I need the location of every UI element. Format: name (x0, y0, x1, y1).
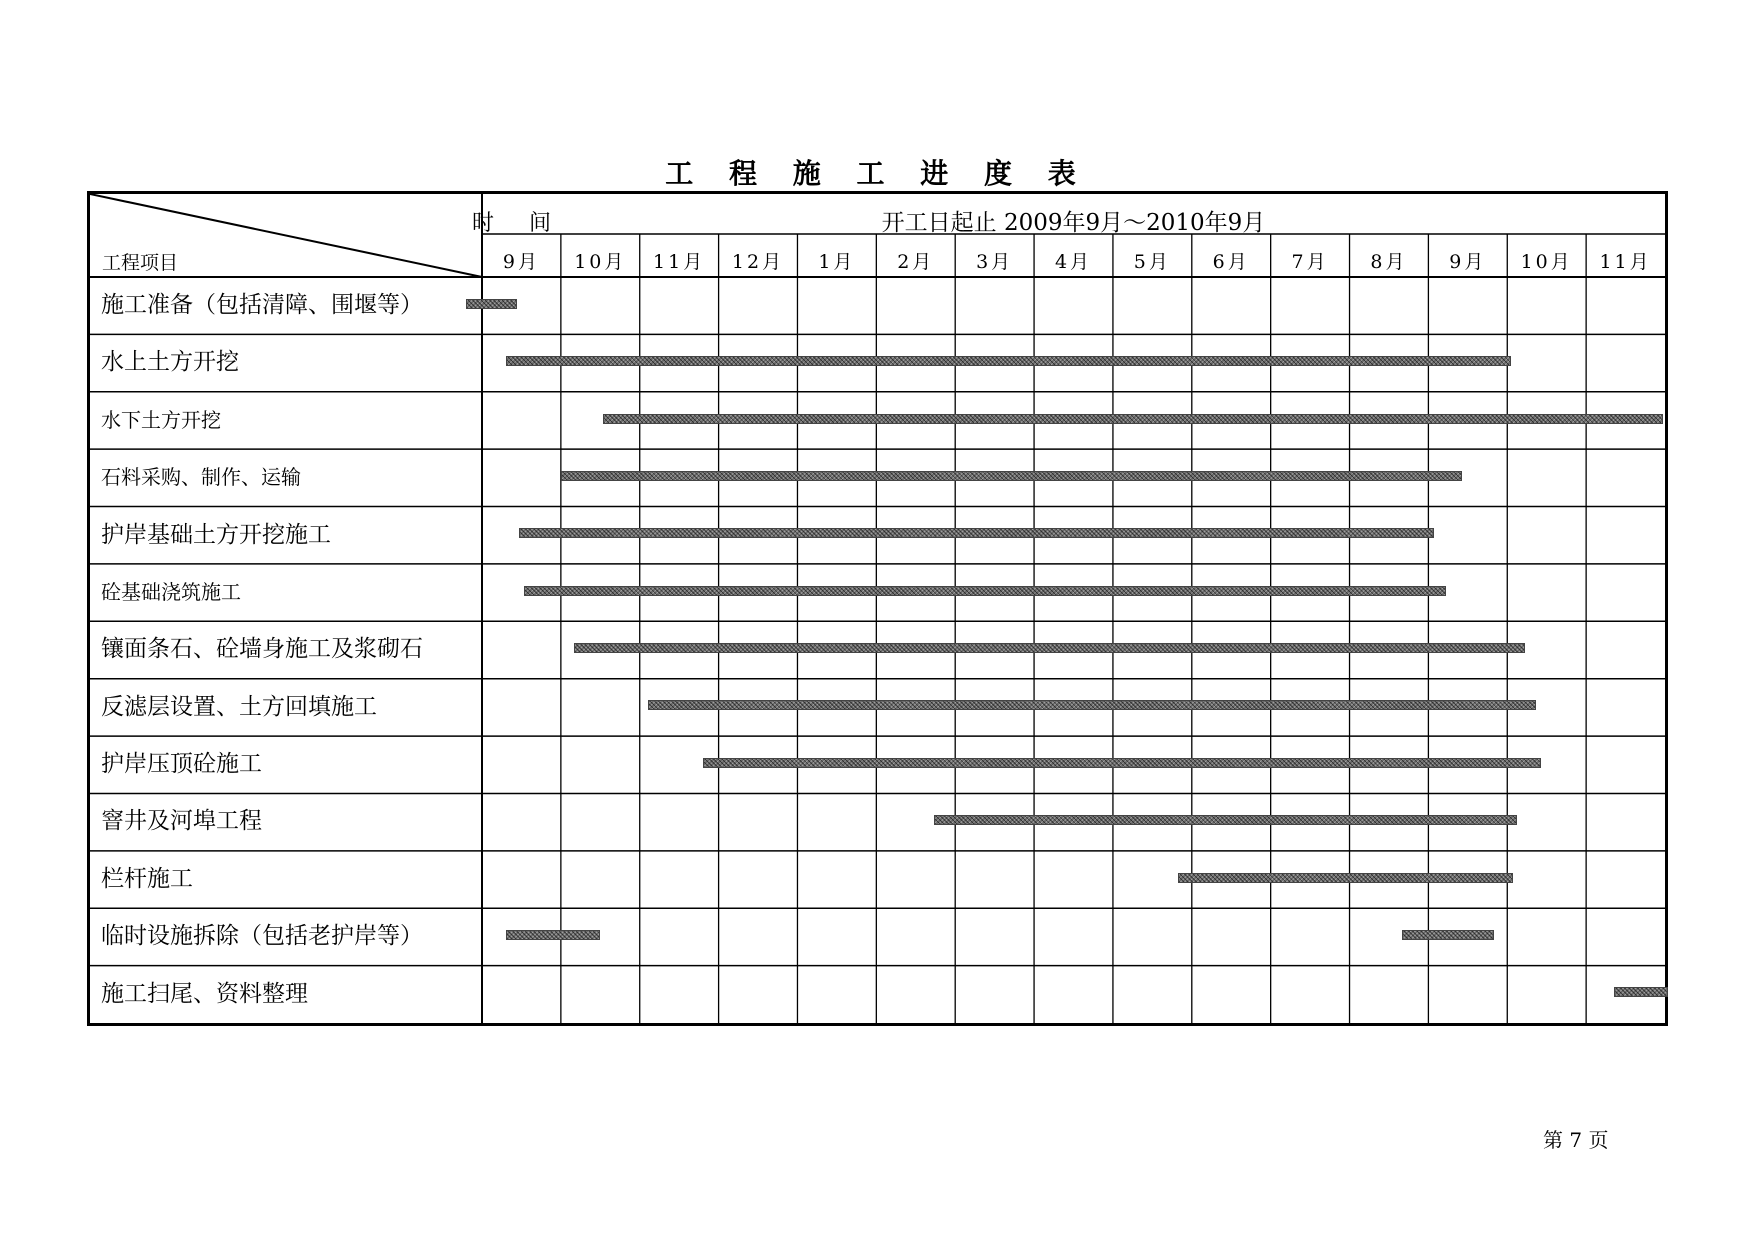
schedule-bar (519, 528, 1434, 538)
task-name: 施工准备（包括清障、围堰等） (101, 292, 423, 318)
header-time-label: 时 间 (472, 211, 565, 236)
schedule-bar (561, 471, 1462, 481)
schedule-bar (466, 299, 517, 309)
month-label: 6月 (1212, 251, 1250, 273)
task-name: 镶面条石、砼墙身施工及浆砌石 (101, 636, 423, 663)
month-label: 10月 (1520, 251, 1573, 273)
month-label: 11月 (653, 251, 706, 273)
header-period: 开工日起止 2009年9月～2010年9月 (881, 210, 1266, 236)
month-label: 4月 (1054, 251, 1093, 273)
month-label: 12月 (731, 251, 785, 273)
schedule-bar (648, 700, 1537, 710)
schedule-table (87, 191, 1668, 1026)
month-label: 8月 (1370, 251, 1408, 273)
month-label: 9月 (502, 251, 540, 273)
month-label: 11月 (1599, 251, 1652, 273)
schedule-bar (703, 758, 1541, 768)
schedule-bar (524, 586, 1446, 596)
schedule-bar (506, 356, 1512, 366)
schedule-bar (934, 815, 1517, 825)
task-name: 砼基础浇筑施工 (101, 579, 241, 604)
schedule-bar (1178, 873, 1512, 883)
schedule-bar (1402, 930, 1493, 940)
header-item-label: 工程项目 (102, 252, 179, 274)
task-name: 栏杆施工 (101, 865, 193, 892)
month-label: 9月 (1449, 251, 1487, 273)
month-label: 5月 (1133, 251, 1171, 273)
document-title: 工 程 施 工 进 度 表 (665, 157, 1089, 190)
task-name: 窨井及河埠工程 (101, 808, 262, 835)
task-name: 水上土方开挖 (101, 349, 239, 376)
month-label: 7月 (1291, 251, 1329, 273)
schedule-bar (1614, 987, 1668, 997)
task-name: 反滤层设置、土方回填施工 (101, 693, 377, 720)
task-name: 水下土方开挖 (101, 407, 221, 432)
month-label: 3月 (976, 251, 1014, 273)
task-name: 护岸压顶砼施工 (101, 751, 262, 778)
page-number: 第 7 页 (1543, 1128, 1609, 1152)
task-name: 施工扫尾、资料整理 (101, 980, 308, 1007)
task-name: 护岸基础土方开挖施工 (101, 521, 331, 548)
task-name: 石料采购、制作、运输 (101, 465, 301, 490)
schedule-bar (506, 930, 601, 940)
month-label: 2月 (897, 251, 935, 273)
schedule-bar (574, 643, 1524, 653)
month-label: 1月 (818, 251, 856, 273)
schedule-bar (603, 414, 1663, 424)
task-name: 临时设施拆除（包括老护岸等） (101, 923, 423, 950)
month-label: 10月 (574, 251, 627, 273)
